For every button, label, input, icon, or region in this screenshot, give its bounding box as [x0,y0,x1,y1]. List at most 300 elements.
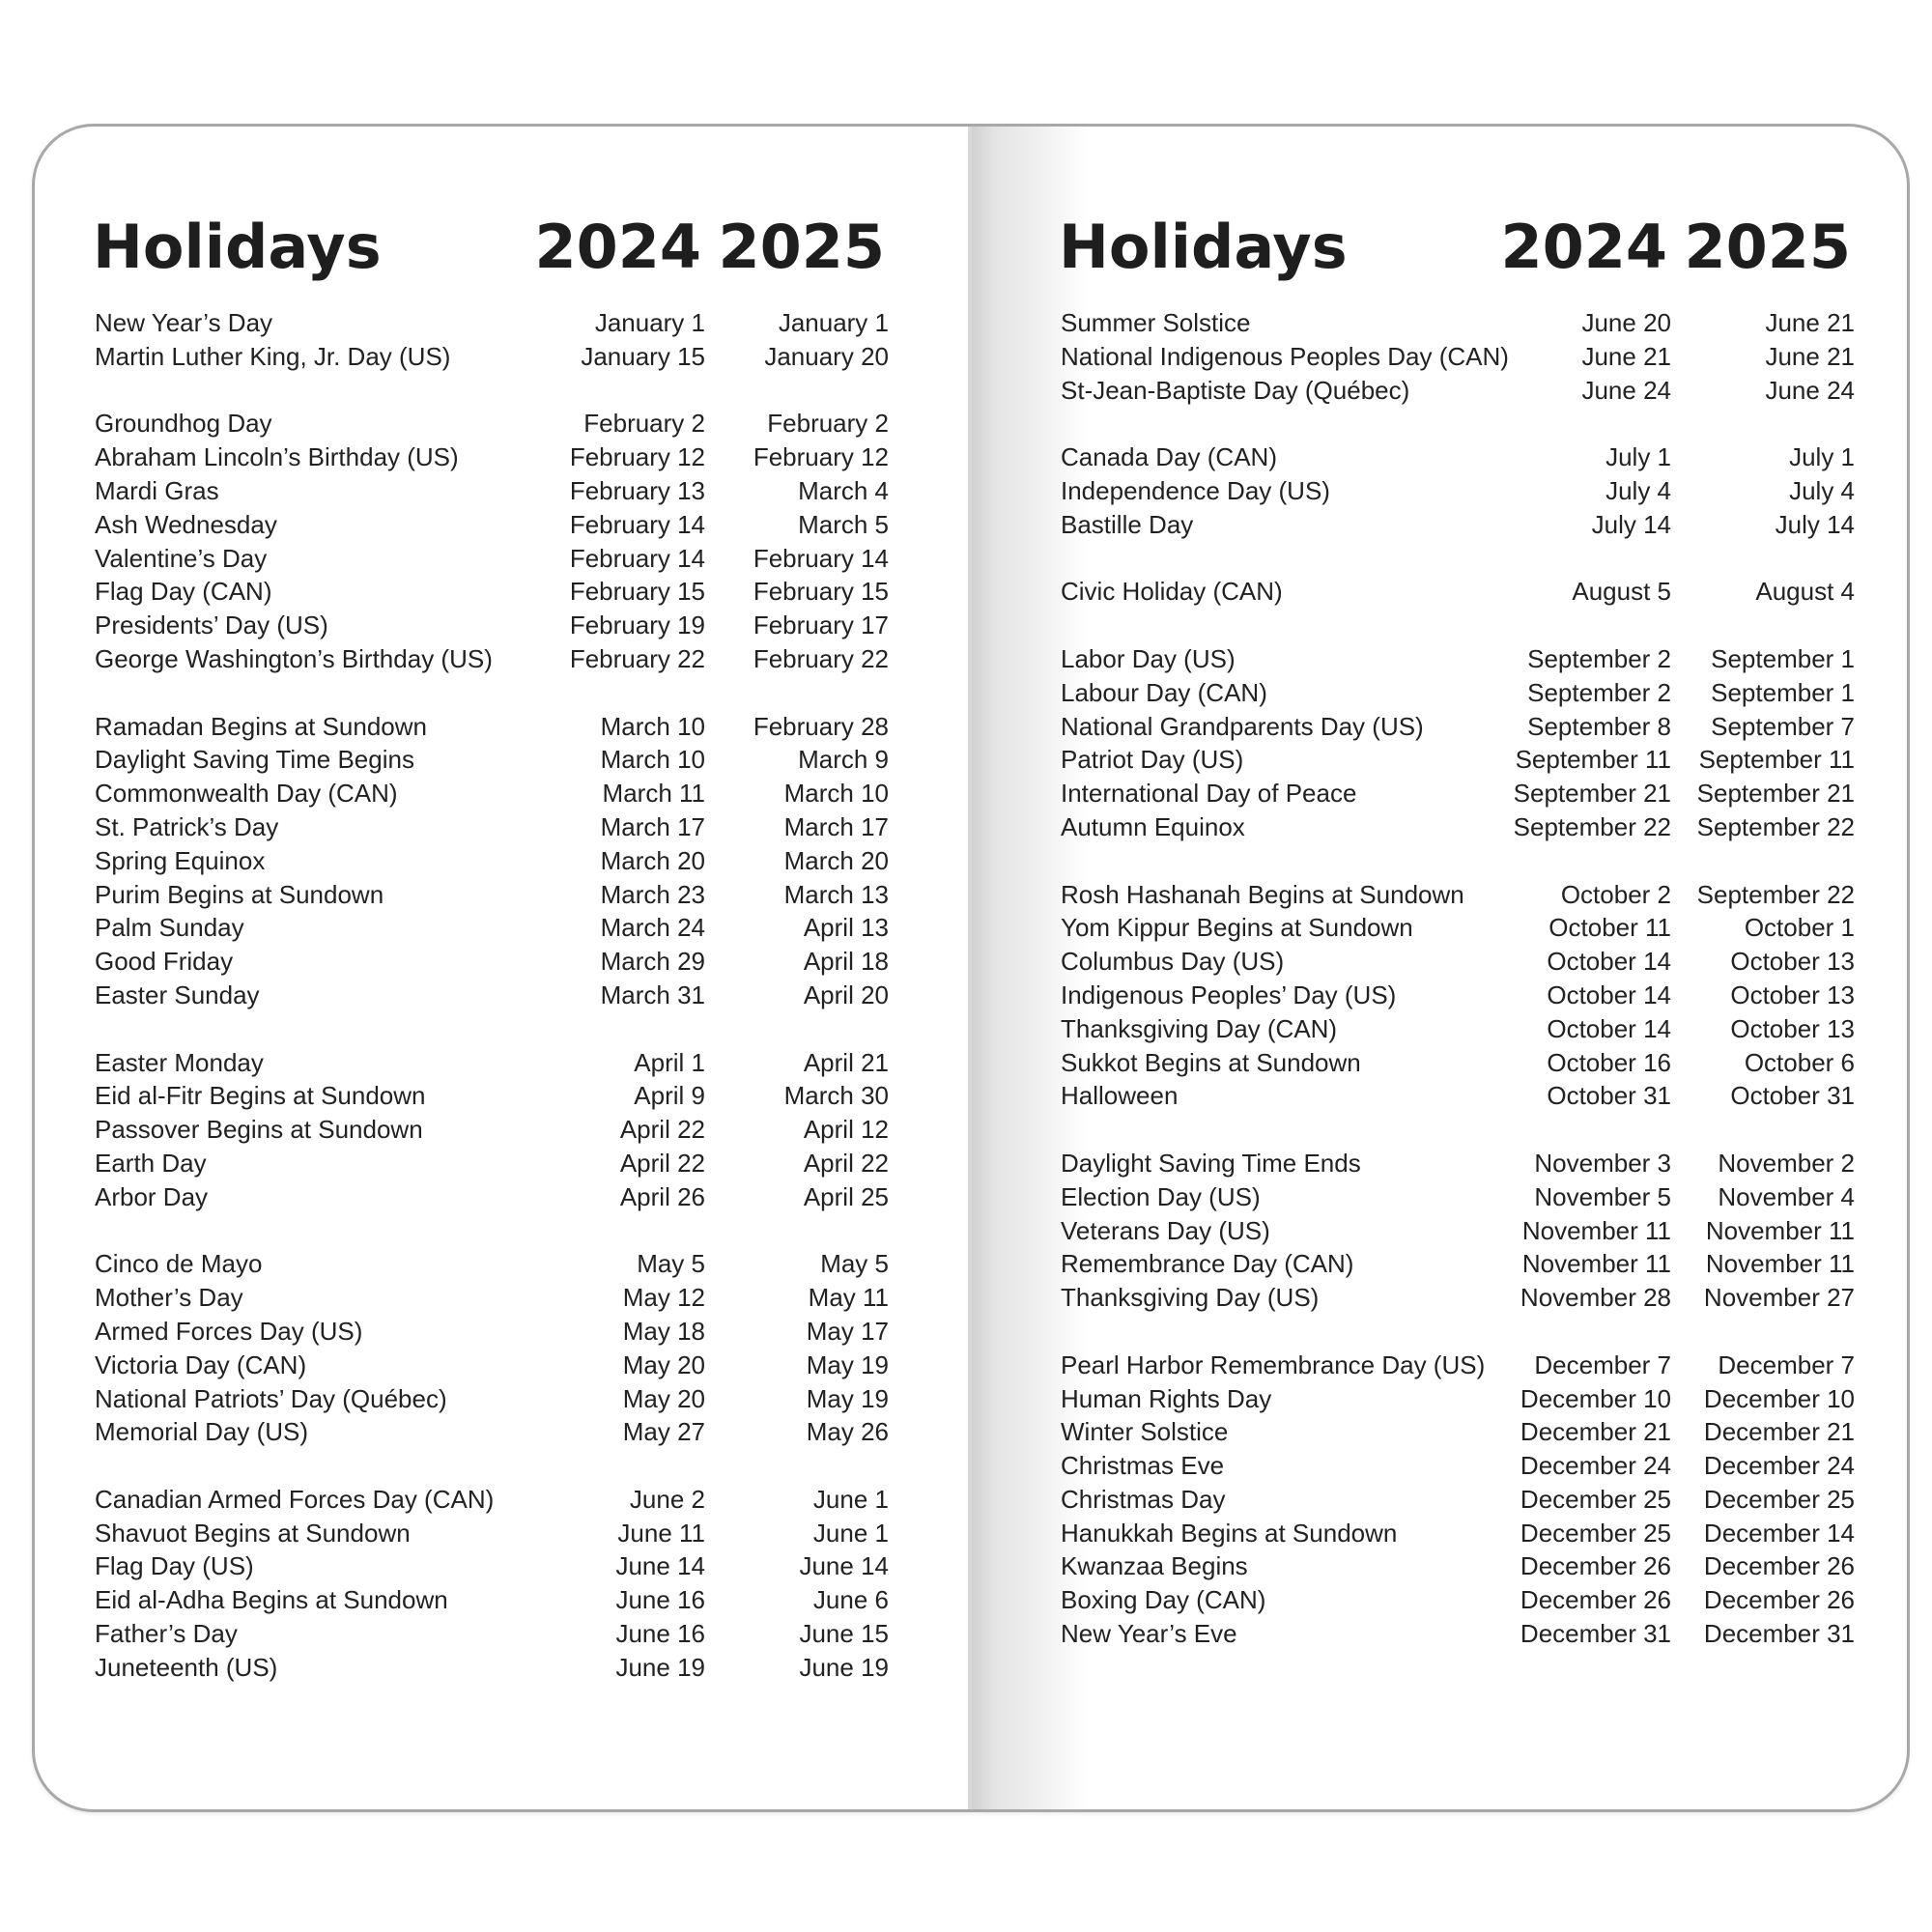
holiday-name: Indigenous Peoples’ Day (US) [1061,980,1397,1009]
date-2024: November 11 [1521,1215,1671,1245]
holiday-name: Shavuot Begins at Sundown [95,1518,411,1548]
holiday-name: Thanksgiving Day (CAN) [1061,1013,1338,1043]
date-2024: December 31 [1520,1619,1671,1649]
holiday-group [95,407,889,675]
date-2024: March 10 [600,745,705,775]
holiday-name: Father’s Day [95,1619,238,1649]
holiday-group [95,1046,889,1214]
holiday-row [95,878,889,912]
date-2025: January 20 [764,341,889,371]
date-2024: March 31 [600,980,705,1009]
date-2024: April 22 [619,1115,705,1145]
date-2025: December 26 [1703,1551,1855,1581]
holiday-name: New Year’s Eve [1061,1619,1237,1649]
holiday-row [1061,508,1855,542]
holiday-name: Halloween [1061,1081,1179,1111]
holiday-row [95,1315,889,1349]
date-2025: April 20 [803,980,889,1009]
holiday-row [95,1079,889,1113]
holiday-group [95,710,889,1012]
holiday-row [1061,878,1855,912]
holiday-name: Christmas Day [1061,1484,1226,1514]
holiday-row [1061,1449,1855,1483]
date-2024: June 2 [629,1484,705,1514]
date-2024: March 17 [600,811,705,841]
holiday-name: Victoria Day (CAN) [95,1350,307,1379]
holiday-row [95,440,889,474]
date-2024: June 16 [615,1619,705,1649]
holiday-name: National Grandparents Day (US) [1061,711,1424,741]
holiday-group [1061,878,1855,1114]
holiday-name: Daylight Saving Time Begins [95,745,414,775]
holiday-row [95,810,889,844]
date-2025: February 17 [753,611,889,640]
holiday-row [1061,474,1855,508]
date-2025: October 6 [1744,1047,1855,1077]
date-2025: August 4 [1755,577,1855,607]
holiday-group [1061,440,1855,541]
holiday-row [1061,1147,1855,1180]
date-2024: October 2 [1560,879,1671,909]
holiday-name: Christmas Eve [1061,1451,1225,1481]
date-2024: September 2 [1527,643,1671,673]
date-2025: April 21 [803,1047,889,1077]
holiday-row [95,1617,889,1651]
holiday-name: Ash Wednesday [95,509,277,539]
date-2025: February 2 [767,409,889,439]
date-2025: October 13 [1730,1013,1855,1043]
holiday-group [1061,1147,1855,1315]
holiday-group [95,1247,889,1449]
year-2025-header: 2025 [718,212,885,282]
holiday-name: Thanksgiving Day (US) [1061,1283,1320,1313]
date-2025: May 5 [820,1249,889,1279]
date-2025: March 20 [783,845,889,875]
holiday-name: Kwanzaa Begins [1061,1551,1248,1581]
date-2024: October 14 [1547,1013,1671,1043]
holiday-name: Winter Solstice [1061,1417,1229,1447]
date-2025: April 13 [803,913,889,943]
date-2024: December 24 [1520,1451,1671,1481]
holiday-name: International Day of Peace [1061,779,1357,809]
holiday-name: Eid al-Fitr Begins at Sundown [95,1081,426,1111]
date-2024: June 20 [1581,308,1671,337]
holiday-row [95,642,889,676]
holiday-row [95,1415,889,1449]
date-2024: December 26 [1520,1551,1671,1581]
date-2025: February 15 [753,577,889,607]
holiday-row [1061,1046,1855,1080]
date-2024: December 26 [1520,1585,1671,1615]
date-2025: September 11 [1698,745,1855,775]
holiday-name: National Indigenous Peoples Day (CAN) [1061,341,1509,371]
date-2025: May 19 [806,1383,889,1413]
year-2024-header: 2024 [534,212,701,282]
date-2025: December 21 [1703,1417,1855,1447]
date-2025: March 10 [783,779,889,809]
date-2025: June 14 [799,1551,889,1581]
date-2024: February 19 [569,611,705,640]
holiday-name: Passover Begins at Sundown [95,1115,423,1145]
date-2024: February 22 [569,643,705,673]
holiday-row [1061,710,1855,744]
date-2024: October 11 [1548,913,1671,943]
holiday-row [1061,1583,1855,1617]
date-2025: July 14 [1775,509,1855,539]
holiday-name: George Washington’s Birthday (US) [95,643,493,673]
holiday-row [95,979,889,1012]
holiday-row [95,1180,889,1214]
holiday-row [95,1147,889,1180]
date-2025: February 12 [753,442,889,472]
holiday-name: Memorial Day (US) [95,1417,309,1447]
holiday-name: Armed Forces Day (US) [95,1316,363,1346]
holiday-group [1061,575,1855,609]
holiday-row [95,911,889,945]
date-2024: September 8 [1527,711,1671,741]
holiday-row [1061,979,1855,1012]
date-2025: December 26 [1703,1585,1855,1615]
holiday-name: Presidents’ Day (US) [95,611,328,640]
holiday-group [1061,306,1855,407]
holiday-name: Groundhog Day [95,409,272,439]
holiday-group [1061,642,1855,844]
date-2024: July 4 [1605,475,1671,505]
date-2025: September 1 [1711,643,1855,673]
holiday-name: Good Friday [95,947,234,977]
date-2025: June 1 [812,1518,889,1548]
date-2024: October 14 [1547,947,1671,977]
date-2025: March 4 [798,475,889,505]
date-2025: December 7 [1718,1350,1855,1379]
holiday-name: Mardi Gras [95,475,219,505]
date-2025: June 21 [1765,308,1855,337]
date-2024: December 21 [1520,1417,1671,1447]
date-2025: May 19 [806,1350,889,1379]
holiday-name: Palm Sunday [95,913,244,943]
holiday-name: Election Day (US) [1061,1181,1261,1211]
holiday-name: Flag Day (US) [95,1551,254,1581]
date-2025: March 30 [783,1081,889,1111]
page-header [93,204,885,291]
date-2024: December 25 [1520,1484,1671,1514]
holiday-name: Rosh Hashanah Begins at Sundown [1061,879,1464,909]
date-2024: May 20 [622,1350,705,1379]
date-2024: December 7 [1534,1350,1671,1379]
date-2025: April 18 [803,947,889,977]
holiday-name: Valentine’s Day [95,543,268,573]
date-2025: October 31 [1730,1081,1855,1111]
date-2025: June 21 [1765,341,1855,371]
holiday-name: Bastille Day [1061,509,1194,539]
holiday-row [95,1549,889,1583]
date-2024: November 5 [1534,1181,1671,1211]
date-2025: November 27 [1703,1283,1855,1313]
date-2024: January 15 [581,341,705,371]
left-page [35,127,962,1809]
date-2025: September 21 [1696,779,1855,809]
holiday-name: Cinco de Mayo [95,1249,263,1279]
date-2025: December 10 [1703,1383,1855,1413]
holiday-row [95,407,889,440]
date-2024: June 19 [615,1652,705,1682]
date-2024: February 12 [569,442,705,472]
date-2025: November 11 [1705,1215,1855,1245]
date-2024: November 11 [1521,1249,1671,1279]
holiday-row [1061,1214,1855,1248]
holiday-row [95,1247,889,1281]
date-2024: September 22 [1513,811,1671,841]
holiday-row [1061,642,1855,676]
holiday-row [1061,575,1855,609]
holiday-name: Sukkot Begins at Sundown [1061,1047,1361,1077]
holiday-row [95,609,889,642]
date-2025: November 2 [1718,1148,1855,1178]
date-2024: July 14 [1591,509,1671,539]
holiday-name: Abraham Lincoln’s Birthday (US) [95,442,459,472]
holiday-row [1061,1180,1855,1214]
year-2025-header: 2025 [1684,212,1851,282]
holiday-row [1061,1617,1855,1651]
date-2024: May 12 [622,1283,705,1313]
date-2025: December 25 [1703,1484,1855,1514]
holiday-name: Canada Day (CAN) [1061,442,1277,472]
date-2024: May 5 [637,1249,705,1279]
holiday-name: Labour Day (CAN) [1061,677,1267,707]
date-2024: November 3 [1534,1148,1671,1178]
holiday-group [1061,1349,1855,1651]
gutter-edge [968,127,972,1809]
holiday-list [95,306,889,1718]
holiday-name: Purim Begins at Sundown [95,879,384,909]
holiday-name: Commonwealth Day (CAN) [95,779,398,809]
holiday-name: Remembrance Day (CAN) [1061,1249,1354,1279]
holiday-name: Civic Holiday (CAN) [1061,577,1283,607]
date-2025: January 1 [778,308,889,337]
right-page [1001,127,1910,1809]
date-2025: June 24 [1765,375,1855,405]
date-2025: May 26 [806,1417,889,1447]
date-2025: February 22 [753,643,889,673]
date-2025: July 4 [1789,475,1855,505]
date-2025: June 15 [799,1619,889,1649]
holiday-row [95,306,889,340]
date-2025: April 25 [803,1181,889,1211]
holiday-group [95,306,889,374]
date-2024: April 9 [634,1081,705,1111]
date-2024: March 24 [600,913,705,943]
date-2024: February 15 [569,577,705,607]
holiday-row [1061,1012,1855,1046]
holiday-name: New Year’s Day [95,308,273,337]
holiday-name: Human Rights Day [1061,1383,1272,1413]
date-2024: December 10 [1520,1383,1671,1413]
holiday-row [1061,1281,1855,1315]
date-2025: June 6 [812,1585,889,1615]
holiday-row [1061,1382,1855,1416]
holiday-row [95,1113,889,1147]
date-2025: October 13 [1730,947,1855,977]
holiday-name: Yom Kippur Begins at Sundown [1061,913,1413,943]
date-2024: March 23 [600,879,705,909]
holiday-row [95,1382,889,1416]
holiday-name: St. Patrick’s Day [95,811,279,841]
date-2024: November 28 [1520,1283,1671,1313]
holiday-name: Juneteenth (US) [95,1652,278,1682]
date-2024: March 11 [602,779,705,809]
date-2024: May 18 [622,1316,705,1346]
date-2025: September 22 [1696,879,1855,909]
holiday-row [95,1651,889,1685]
holiday-row [95,844,889,878]
date-2024: October 31 [1547,1081,1671,1111]
holiday-name: Labor Day (US) [1061,643,1236,673]
holiday-name: St-Jean-Baptiste Day (Québec) [1061,375,1410,405]
holiday-name: Boxing Day (CAN) [1061,1585,1266,1615]
date-2024: March 29 [600,947,705,977]
date-2024: June 16 [615,1585,705,1615]
holiday-name: Spring Equinox [95,845,266,875]
holiday-row [1061,1483,1855,1517]
holiday-row [95,777,889,810]
holiday-name: National Patriots’ Day (Québec) [95,1383,447,1413]
date-2025: September 1 [1711,677,1855,707]
date-2024: March 10 [600,711,705,741]
date-2024: September 2 [1527,677,1671,707]
holiday-row [1061,340,1855,374]
date-2025: October 13 [1730,980,1855,1009]
holiday-row [95,575,889,609]
page-header [1059,204,1851,291]
date-2024: February 14 [569,509,705,539]
holiday-row [1061,777,1855,810]
holiday-name: Canadian Armed Forces Day (CAN) [95,1484,495,1514]
date-2025: November 4 [1718,1181,1855,1211]
date-2024: April 26 [619,1181,705,1211]
date-2024: February 13 [569,475,705,505]
holiday-row [95,743,889,777]
holiday-row [1061,743,1855,777]
date-2024: February 2 [583,409,705,439]
holiday-row [1061,1517,1855,1550]
holiday-name: Easter Monday [95,1047,264,1077]
date-2025: March 5 [798,509,889,539]
holiday-name: Columbus Day (US) [1061,947,1285,977]
date-2025: September 22 [1696,811,1855,841]
date-2025: October 1 [1744,913,1855,943]
date-2024: June 21 [1581,341,1671,371]
date-2025: June 1 [812,1484,889,1514]
date-2024: August 5 [1572,577,1671,607]
holiday-name: Autumn Equinox [1061,811,1245,841]
holiday-row [1061,945,1855,979]
holiday-row [1061,374,1855,408]
holiday-name: Veterans Day (US) [1061,1215,1270,1245]
holiday-row [1061,911,1855,945]
holiday-row [95,474,889,508]
date-2024: April 1 [634,1047,705,1077]
holiday-row [1061,1549,1855,1583]
holiday-row [95,945,889,979]
date-2025: June 19 [799,1652,889,1682]
year-2024-header: 2024 [1500,212,1667,282]
holiday-name: Earth Day [95,1148,207,1178]
holiday-group [95,1483,889,1685]
holiday-row [1061,1349,1855,1382]
date-2025: December 24 [1703,1451,1855,1481]
date-2025: March 9 [798,745,889,775]
holiday-row [95,1281,889,1315]
holiday-row [95,508,889,542]
holiday-row [95,1349,889,1382]
date-2024: June 11 [617,1518,705,1548]
date-2025: March 13 [783,879,889,909]
date-2025: February 28 [753,711,889,741]
holiday-name: Flag Day (CAN) [95,577,272,607]
date-2024: April 22 [619,1148,705,1178]
holiday-row [1061,676,1855,710]
holiday-list [1061,306,1855,1685]
holiday-row [1061,1247,1855,1281]
holiday-name: Easter Sunday [95,980,260,1009]
page-title: Holidays [1059,212,1348,282]
holiday-row [1061,440,1855,474]
page-title: Holidays [93,212,382,282]
date-2024: January 1 [594,308,705,337]
holiday-name: Ramadan Begins at Sundown [95,711,428,741]
holiday-name: Independence Day (US) [1061,475,1330,505]
date-2024: May 20 [622,1383,705,1413]
planner-spread [32,124,1910,1812]
date-2024: December 25 [1520,1518,1671,1548]
date-2025: May 17 [806,1316,889,1346]
date-2024: May 27 [622,1417,705,1447]
date-2025: December 31 [1703,1619,1855,1649]
date-2025: September 7 [1711,711,1855,741]
holiday-name: Patriot Day (US) [1061,745,1244,775]
date-2024: June 14 [615,1551,705,1581]
date-2024: March 20 [600,845,705,875]
holiday-row [95,1517,889,1550]
holiday-name: Summer Solstice [1061,308,1251,337]
date-2024: October 14 [1547,980,1671,1009]
holiday-row [95,1583,889,1617]
holiday-name: Arbor Day [95,1181,209,1211]
date-2025: March 17 [783,811,889,841]
date-2025: February 14 [753,543,889,573]
holiday-name: Martin Luther King, Jr. Day (US) [95,341,451,371]
holiday-name: Daylight Saving Time Ends [1061,1148,1361,1178]
holiday-row [95,710,889,744]
date-2024: June 24 [1581,375,1671,405]
holiday-name: Eid al-Adha Begins at Sundown [95,1585,448,1615]
date-2025: November 11 [1705,1249,1855,1279]
holiday-name: Mother’s Day [95,1283,243,1313]
holiday-row [95,1483,889,1517]
date-2024: July 1 [1605,442,1671,472]
date-2025: April 22 [803,1148,889,1178]
holiday-row [95,340,889,374]
date-2025: May 11 [808,1283,889,1313]
holiday-row [95,542,889,576]
holiday-name: Hanukkah Begins at Sundown [1061,1518,1398,1548]
holiday-name: Pearl Harbor Remembrance Day (US) [1061,1350,1486,1379]
date-2024: September 21 [1513,779,1671,809]
holiday-row [1061,810,1855,844]
holiday-row [1061,306,1855,340]
date-2024: February 14 [569,543,705,573]
holiday-row [1061,1415,1855,1449]
